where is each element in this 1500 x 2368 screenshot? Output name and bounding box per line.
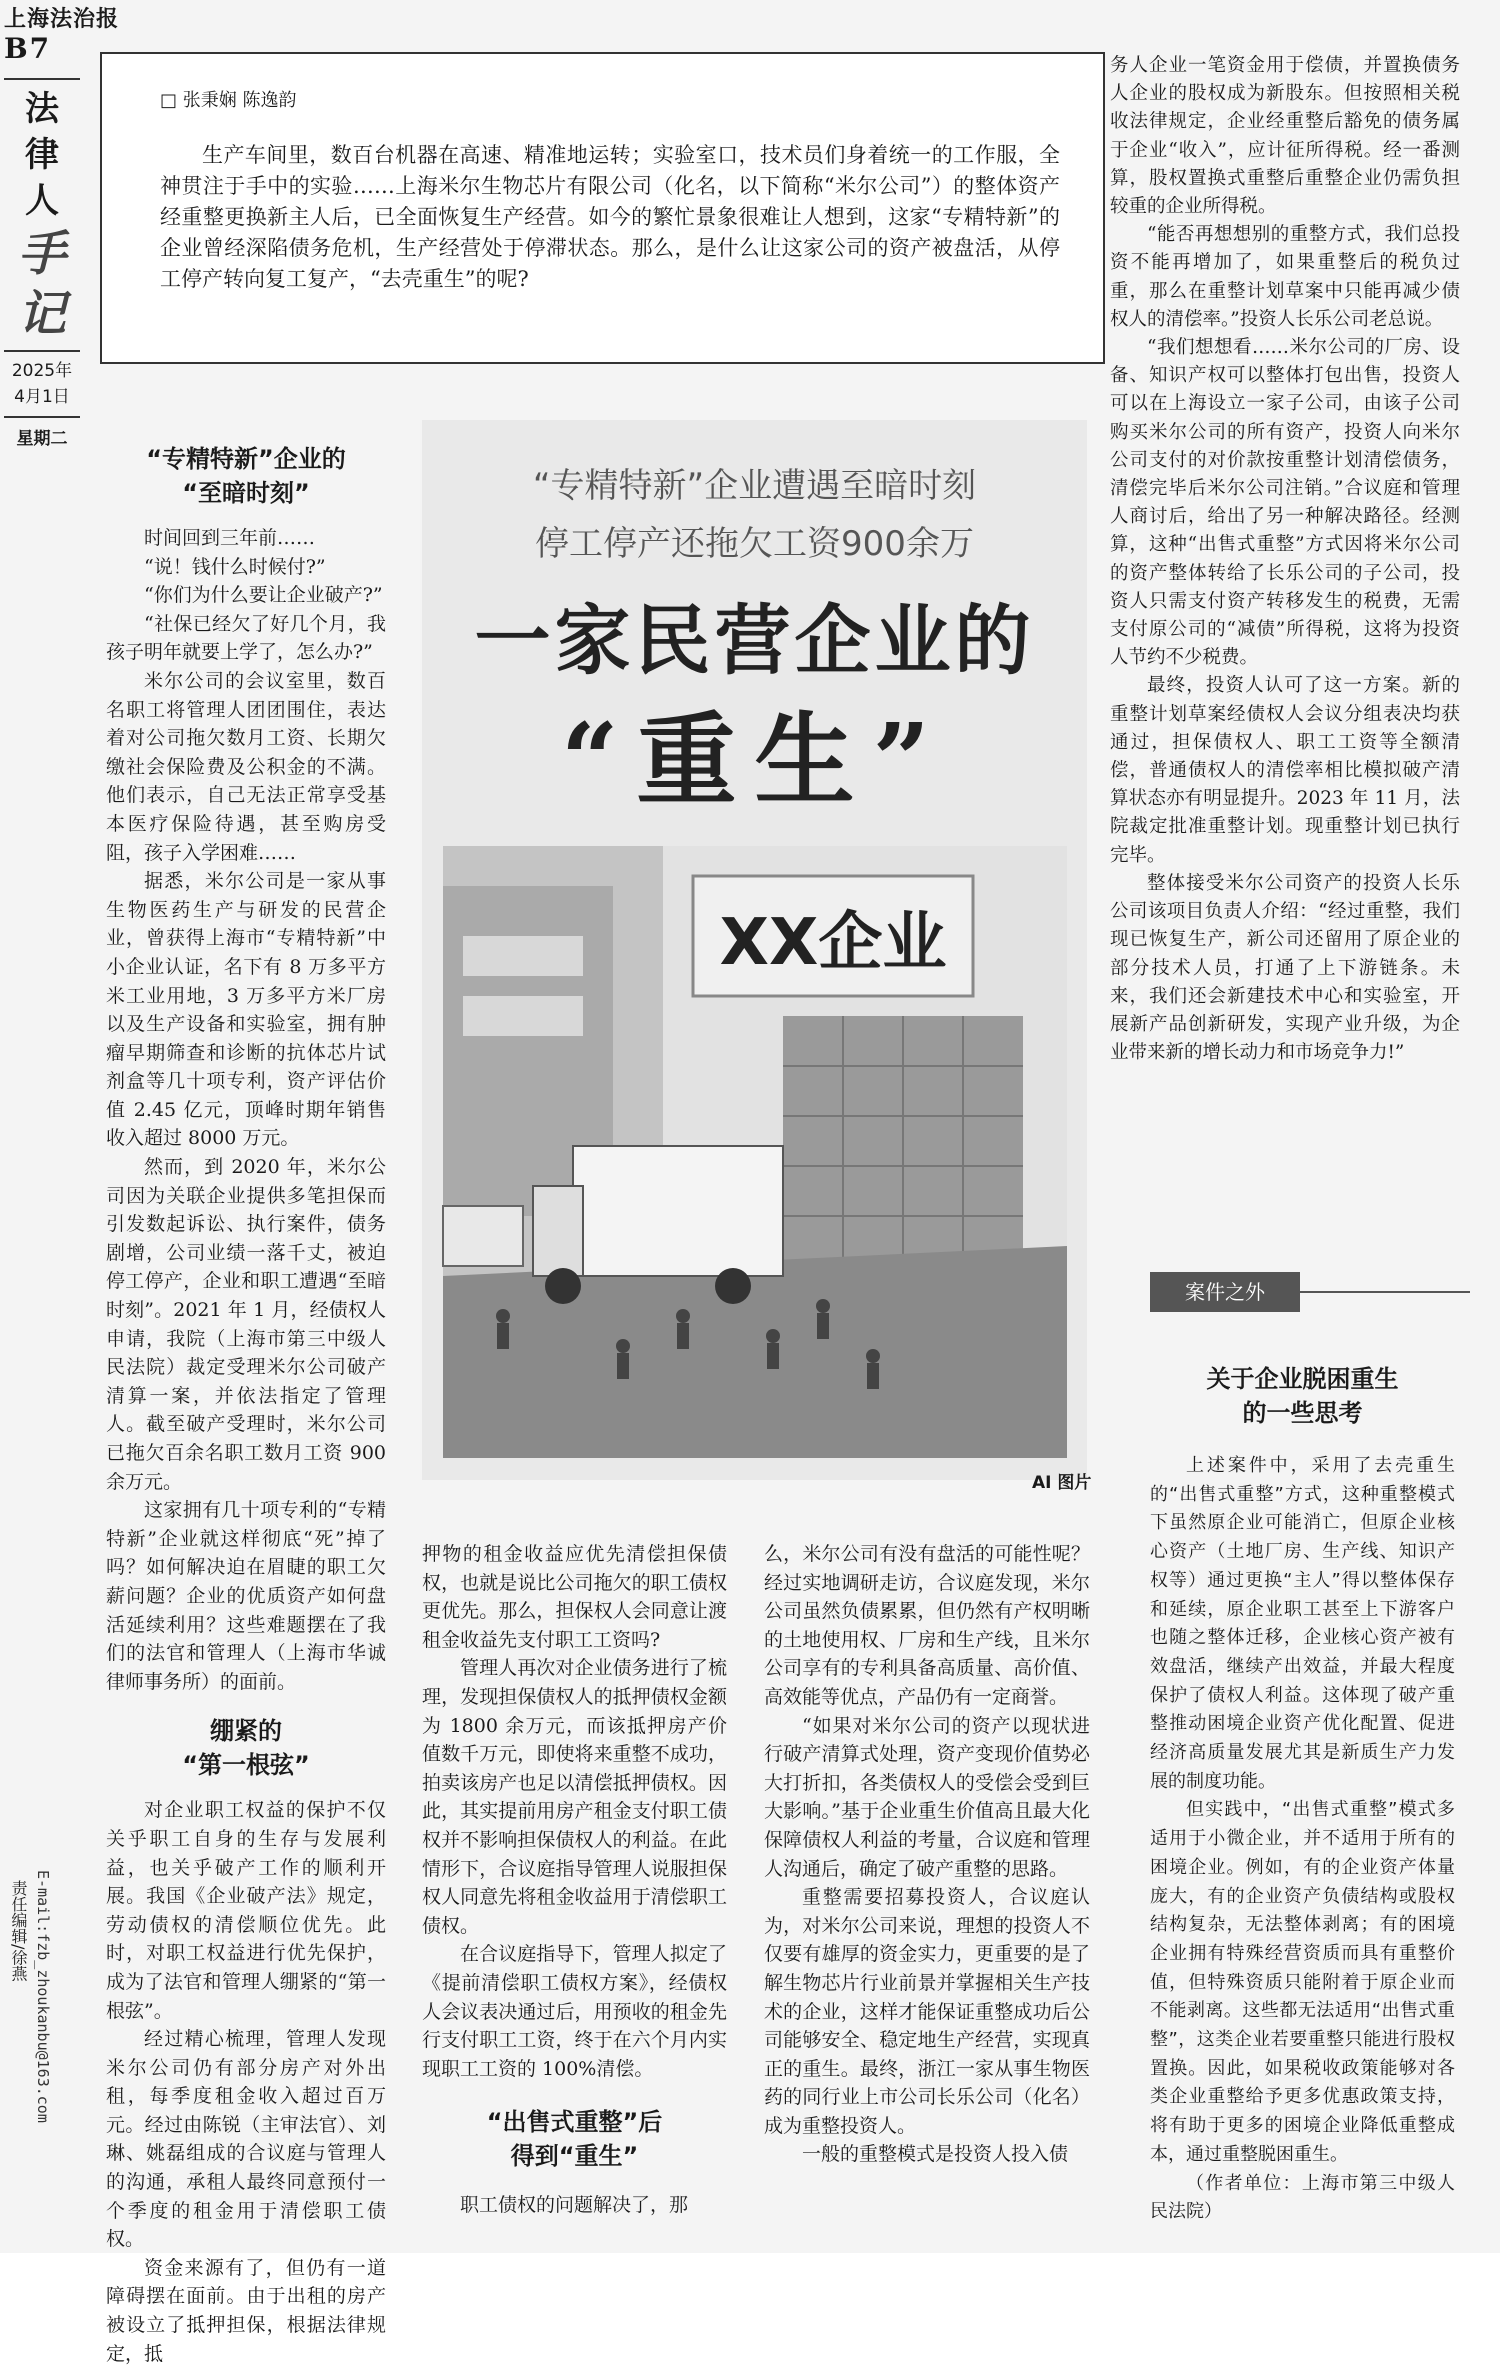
illustration-caption: AI 图片	[1032, 1473, 1092, 1493]
col2-paragraph: 职工债权的问题解决了，那	[460, 2194, 689, 2217]
col3-paragraph: 么，米尔公司有没有盘活的可能性呢？经过实地调研走访，合议庭发现，米尔公司虽然负债累累，但仍然有产权明晰的土地使用权、厂房和生产线，且米尔公司享有的专利具备高质量、高价值、高效能等优点，产品仍有一定商誉。	[764, 1543, 1090, 1708]
column-3	[764, 1540, 1090, 2169]
col1-heading: “专精特新”企业的	[146, 445, 346, 473]
col4-paragraph: “我们想想看……米尔公司的厂房、设备、知识产权可以整体打包出售，投资人可以在上海设立一家子公司，由该子公司购买米尔公司的所有资产，投资人向米尔公司支付的对价款按重整计划清偿债务，清偿完毕后米尔公司注销。”合议庭和管理人商讨后，给出了另一种解决路径。经测算，这种“出售式重整”方式因将米尔公司的资产整体转给了长乐公司的子公司，投资人只需支付资产转移发生的税费，无需支付原公司的“减债”所得税，这将为投资人节约不少税费。	[1110, 337, 1460, 669]
rail-weekday: 星期二	[16, 429, 68, 449]
col4-paragraph: “能否再想想别的重整方式，我们总投资不能再增加了，如果重整后的税负过重，那么在重整计划草案中只能再减少债权人的清偿率。”投资人长乐公司老总说。	[1110, 224, 1460, 330]
rail-divider	[4, 416, 80, 418]
editor-label: 责任编辑/徐燕	[9, 1880, 28, 1982]
col1-subheading: 绷紧的	[210, 1717, 282, 1746]
col1-paragraph: 经过精心梳理，管理人发现米尔公司仍有部分房产对外出租，每季度租金收入超过百万元。经过由陈锐（主审法官）、刘琳、姚磊组成的合议庭与管理人的沟通，承租人最终同意预付一个季度的租金用于清偿职工债权。	[106, 2028, 386, 2251]
authors: □ 张秉娴 陈逸韵	[160, 90, 297, 111]
commentary-paragraph: （作者单位：上海市第三中级人民法院）	[1150, 2172, 1455, 2223]
rail-divider	[4, 350, 80, 352]
editor-email: E-mail:fzb_zhoukanbu@163.com	[34, 1870, 52, 2123]
factory-illustration	[443, 846, 1067, 1458]
rail-title-3: 人	[25, 181, 59, 221]
commentary-paragraph: 上述案件中，采用了去壳重生的“出售式重整”方式，这种重整模式下虽然原企业可能消亡，但原企业核心资产（土地厂房、生产线、知识产权等）通过更换“主人”得以整体保存和延续，原企业职工甚至上下游客户也随之整体迁移，企业核心资产被有效盘活，继续产出效益，并最大程度保护了债权人利益。这体现了破产重整推动困境企业资产优化配置、促进经济高质量发展尤其是新质生产力发展的制度功能。	[1150, 1455, 1455, 1792]
column-4-commentary	[1150, 1362, 1455, 2227]
commentary-paragraph: 但实践中，“出售式重整”模式多适用于小微企业，并不适用于所有的困境企业。例如，有的企业资产体量庞大，有的企业资产负债结构或股权结构复杂，无法整体剥离；有的困境企业拥有特殊经营资质而具有重整价值，但特殊资质只能附着于原企业而不能剥离。这些都无法适用“出售式重整”，这类企业若要重整只能进行股权置换。因此，如果税收政策能够对各类企业重整给予更多优惠政策支持，将有助于更多的困境企业降低重整成本，通过重整脱困重生。	[1150, 1799, 1455, 2165]
rail-title-1: 法	[25, 89, 59, 129]
col1-paragraph: “你们为什么要让企业破产?”	[144, 584, 383, 607]
intro-paragraph: 生产车间里，数百台机器在高速、精准地运转；实验室口，技术员们身着统一的工作服，全神贯注于手中的实验……上海米尔生物芯片有限公司（化名，以下简称“米尔公司”）的整体资产经重整更换新主人后，已全面恢复生产经营。如今的繁忙景象很难让人想到，这家“专精特新”的企业曾经深陷债务危机，生产经营处于停滞状态。那么，是什么让这家公司的资产被盘活，从停工停产转向复工复产，“去壳重生”的呢?	[160, 143, 1060, 291]
col2-subheading-2: 得到“重生”	[510, 2142, 639, 2171]
newspaper-masthead: 上海法治报	[4, 6, 120, 32]
col3-paragraph: 重整需要招募投资人，合议庭认为，对米尔公司来说，理想的投资人不仅要有雄厚的资金实力，更重要的是了解生物芯片行业前景并掌握相关生产技术的企业，这样才能保证重整成功后公司能够安全、稳定地生产经营，实现真正的重生。最终，浙江一家从事生物医药的同行业上市公司长乐公司（化名）成为重整投资人。	[764, 1886, 1090, 2137]
case-tag-rule	[1300, 1291, 1470, 1293]
col1-paragraph: “说！钱什么时候付?”	[144, 555, 326, 578]
col2-paragraph: 在合议庭指导下，管理人拟定了《提前清偿职工债权方案》，经债权人会议表决通过后，用预收的租金先行支付职工工资，终于在六个月内实现职工工资的 100%清偿。	[422, 1943, 727, 2080]
headline-sub2: 停工停产还拖欠工资900余万	[535, 524, 974, 564]
col4-paragraph: 务人企业一笔资金用于偿债，并置换债务人企业的股权成为新股东。但按照相关税收法律规定，企业经重整后豁免的债务属于企业“收入”，应计征所得税。经一番测算，股权置换式重整后重整企业仍需负担较重的企业所得税。	[1110, 55, 1460, 218]
col1-heading-2: “至暗时刻”	[182, 479, 310, 507]
col1-paragraph: “社保已经欠了好几个月，我孩子明年就要上学了，怎么办?”	[106, 612, 386, 664]
rail-title-4: 手	[17, 226, 66, 282]
col2-paragraph: 管理人再次对企业债务进行了梳理，发现担保债权人的抵押债权金额为 1800 余万元，而该抵押房产价值数千万元，即使将来重整不成功，拍卖该房产也足以清偿抵押债权。因此，其实提前用房产租金支付职工债权并不影响担保债权人的利益。在此情形下，合议庭指导管理人说服担保权人同意先将租金收益用于清偿职工债权。	[422, 1657, 727, 1937]
col4-paragraph: 整体接受米尔公司资产的投资人长乐公司该项目负责人介绍：“经过重整，我们现已恢复生产，新公司还留用了原企业的部分技术人员，打通了上下游链条。未来，我们还会新建技术中心和实验室，开展新产品创新研发，实现产业升级，为企业带来新的增长动力和市场竞争力!”	[1110, 872, 1460, 1064]
column-4	[1110, 52, 1460, 1067]
col1-paragraph: 然而，到 2020 年，米尔公司因为关联企业提供多笔担保而引发数起诉讼、执行案件，债务剧增，公司业绩一落千丈，被迫停工停产，企业和职工遭遇“至暗时刻”。2021 年 1 月，经债权人申请，我院（上海市第三中级人民法院）裁定受理米尔公司破产清算一案，并依法指定了管理人。截至破产受理时，米尔公司已拖欠百余名职工数月工资 900 余万元。	[106, 1156, 386, 1493]
col2-subheading: “出售式重整”后	[486, 2108, 663, 2137]
col1-paragraph: 资金来源有了，但仍有一道障碍摆在面前。由于出租的房产被设立了抵押担保，根据法律规定，抵	[106, 2256, 386, 2365]
rail-title-5: 记	[17, 286, 66, 342]
case-tag: 案件之外	[1150, 1272, 1300, 1312]
headline-main-2: “重生”	[560, 701, 949, 819]
headline-main: 一家民营企业的	[474, 596, 1035, 685]
col1-paragraph: 时间回到三年前……	[144, 527, 316, 549]
col1-paragraph: 米尔公司的会议室里，数百名职工将管理人团团围住，表达着对公司拖欠数月工资、长期欠缴社会保险费及公积金的不满。他们表示，自己无法正常享受基本医疗保险待遇，甚至购房受阻，孩子入学困难……	[106, 669, 386, 864]
headline-sub1: “专精特新”企业遭遇至暗时刻	[532, 466, 977, 506]
col1-paragraph: 对企业职工权益的保护不仅关乎职工自身的生存与发展利益，也关乎破产工作的顺利开展。我国《企业破产法》规定，劳动债权的清偿顺位优先。此时，对职工权益进行优先保护，成为了法官和管理人绷紧的“第一根弦”。	[106, 1799, 386, 2022]
col1-subheading-2: “第一根弦”	[182, 1751, 310, 1780]
column-rail	[4, 72, 80, 449]
rail-title-2: 律	[25, 135, 59, 175]
commentary-heading: 关于企业脱困重生	[1206, 1365, 1399, 1393]
col4-paragraph: 最终，投资人认可了这一方案。新的重整计划草案经债权人会议分组表决均获通过，担保债权人、职工工资等全额清偿，普通债权人的清偿率相比模拟破产清算状态亦有明显提升。2023 年 11 月，法院裁定批准重整计划。现重整计划已执行完毕。	[1110, 675, 1460, 866]
rail-date: 4月1日	[14, 387, 70, 407]
page-number: B7	[4, 32, 52, 65]
column-1	[106, 442, 386, 2368]
factory-illustration-svg	[443, 846, 1067, 1458]
commentary-heading-2: 的一些思考	[1242, 1399, 1363, 1427]
col1-paragraph: 据悉，米尔公司是一家从事生物医药生产与研发的民营企业，曾获得上海市“专精特新”中小企业认证，名下有 8 万多平方米工业用地，3 万多平方米厂房以及生产设备和实验室，拥有肿瘤早期筛查和诊断的抗体芯片试剂盒等几十项专利，资产评估价值 2.45 亿元，顶峰时期年销售收入超过 8000 万元。	[106, 870, 386, 1150]
factory-sign: XX企业	[719, 906, 947, 980]
column-2	[422, 1540, 727, 2220]
rail-divider	[4, 78, 80, 80]
rail-year: 2025年	[11, 361, 73, 381]
col3-paragraph: 一般的重整模式是投资人投入债	[802, 2143, 1069, 2166]
col1-paragraph: 这家拥有几十项专利的“专精特新”企业就这样彻底“死”掉了吗？如何解决迫在眉睫的职工欠薪问题？企业的优质资产如何盘活延续利用？这些难题摆在了我们的法官和管理人（上海市华诚律师事务所）的面前。	[106, 1499, 386, 1693]
col2-paragraph: 押物的租金收益应优先清偿担保债权，也就是说比公司拖欠的职工债权更优先。那么，担保权人会同意让渡租金收益先支付职工工资吗?	[422, 1543, 727, 1651]
col3-paragraph: “如果对米尔公司的资产以现状进行破产清算式处理，资产变现价值势必大打折扣，各类债权人的受偿会受到巨大影响。”基于企业重生价值高且最大化保障债权人利益的考量，合议庭和管理人沟通后，确定了破产重整的思路。	[764, 1714, 1090, 1880]
